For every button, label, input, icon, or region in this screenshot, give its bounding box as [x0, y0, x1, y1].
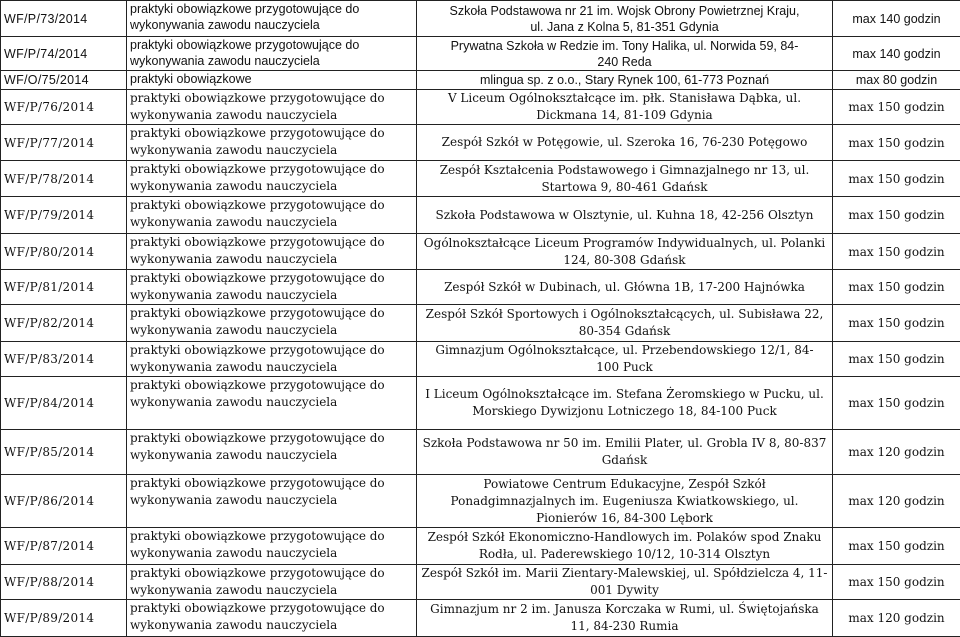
table-row — [1, 1, 960, 37]
type-line: wykonywania zawodu nauczyciela — [130, 394, 413, 411]
cell-number: WF/P/86/2014 — [1, 475, 127, 528]
cell-number: WF/P/73/2014 — [1, 1, 127, 37]
type-line: wykonywania zawodu nauczyciela — [130, 582, 413, 599]
institution-line: Rodła, ul. Paderewskiego 10/12, 10-314 Olsztyn — [420, 546, 829, 563]
cell-hours: max 150 godzin — [833, 342, 960, 377]
type-line: wykonywania zawodu nauczyciela — [130, 287, 413, 304]
institution-line: Gimnazjum nr 2 im. Janusza Korczaka w Rumi, ul. Świętojańska — [420, 601, 829, 618]
cell-institution — [417, 197, 833, 234]
type-line: wykonywania zawodu nauczyciela — [130, 359, 413, 376]
institution-line: 11, 84-230 Rumia — [420, 618, 829, 635]
cell-number: WF/O/75/2014 — [1, 71, 127, 90]
institution-line: Prywatna Szkoła w Redzie im. Tony Halika, ul. Norwida 59, 84- — [420, 38, 829, 54]
cell-institution — [417, 234, 833, 270]
cell-institution — [417, 528, 833, 565]
institution-line: 124, 80-308 Gdańsk — [420, 252, 829, 269]
cell-number: WF/P/82/2014 — [1, 305, 127, 342]
cell-hours: max 150 godzin — [833, 197, 960, 234]
institution-line: Zespół Szkół w Dubinach, ul. Główna 1B, 17-200 Hajnówka — [420, 279, 829, 296]
cell-hours: max 150 godzin — [833, 234, 960, 270]
cell-hours: max 150 godzin — [833, 161, 960, 197]
table-row — [1, 197, 960, 234]
cell-institution — [417, 71, 833, 90]
table-row — [1, 342, 960, 377]
type-line: wykonywania zawodu nauczyciela — [130, 545, 413, 562]
type-line: praktyki obowiązkowe przygotowujące do — [130, 234, 413, 251]
table-row — [1, 600, 960, 637]
cell-type — [127, 430, 417, 475]
table-body — [1, 1, 960, 637]
cell-hours: max 150 godzin — [833, 377, 960, 430]
cell-type — [127, 600, 417, 637]
type-line: praktyki obowiązkowe — [130, 71, 413, 87]
type-line: praktyki obowiązkowe przygotowujące do — [130, 90, 413, 107]
table-row — [1, 161, 960, 197]
cell-number: WF/P/80/2014 — [1, 234, 127, 270]
type-line: praktyki obowiązkowe przygotowujące do — [130, 430, 413, 447]
institution-line: Gdańsk — [420, 452, 829, 469]
cell-institution — [417, 342, 833, 377]
cell-institution — [417, 600, 833, 637]
institution-line: ul. Jana z Kolna 5, 81-351 Gdynia — [420, 19, 829, 35]
cell-number: WF/P/77/2014 — [1, 125, 127, 161]
cell-number: WF/P/79/2014 — [1, 197, 127, 234]
table-row — [1, 565, 960, 600]
cell-hours: max 150 godzin — [833, 528, 960, 565]
type-line: wykonywania zawodu nauczyciela — [130, 178, 413, 195]
type-line: wykonywania zawodu nauczyciela — [130, 214, 413, 231]
cell-type — [127, 71, 417, 90]
cell-hours: max 150 godzin — [833, 565, 960, 600]
type-line: wykonywania zawodu nauczyciela — [130, 107, 413, 124]
type-line: praktyki obowiązkowe przygotowujące do — [130, 305, 413, 322]
cell-institution — [417, 377, 833, 430]
cell-institution — [417, 270, 833, 305]
institution-line: Ponadgimnazjalnych im. Eugeniusza Kwiatkowskiego, ul. — [420, 493, 829, 510]
table-row — [1, 528, 960, 565]
type-line: wykonywania zawodu nauczyciela — [130, 142, 413, 159]
type-line: praktyki obowiązkowe przygotowujące do — [130, 37, 413, 53]
type-line: praktyki obowiązkowe przygotowujące do — [130, 270, 413, 287]
cell-hours: max 150 godzin — [833, 90, 960, 125]
cell-institution — [417, 430, 833, 475]
institution-line: Zespół Szkół w Potęgowie, ul. Szeroka 16, 76-230 Potęgowo — [420, 134, 829, 151]
cell-number: WF/P/83/2014 — [1, 342, 127, 377]
cell-type — [127, 1, 417, 37]
cell-hours: max 120 godzin — [833, 430, 960, 475]
cell-institution — [417, 90, 833, 125]
table-row — [1, 90, 960, 125]
cell-institution — [417, 37, 833, 71]
cell-type — [127, 377, 417, 430]
institution-line: mlingua sp. z o.o., Stary Rynek 100, 61-773 Poznań — [420, 72, 829, 88]
type-line: praktyki obowiązkowe przygotowujące do — [130, 197, 413, 214]
cell-number: WF/P/78/2014 — [1, 161, 127, 197]
institution-line: Zespół Szkół Sportowych i Ogólnokształcących, ul. Subisława 22, — [420, 306, 829, 323]
type-line: wykonywania zawodu nauczyciela — [130, 251, 413, 268]
cell-institution — [417, 1, 833, 37]
cell-hours: max 120 godzin — [833, 475, 960, 528]
cell-type — [127, 565, 417, 600]
cell-type — [127, 305, 417, 342]
institution-line: 240 Reda — [420, 54, 829, 70]
cell-number: WF/P/81/2014 — [1, 270, 127, 305]
table-row — [1, 377, 960, 430]
cell-type — [127, 125, 417, 161]
cell-type — [127, 475, 417, 528]
table-row — [1, 125, 960, 161]
cell-institution — [417, 161, 833, 197]
institution-line: 001 Dywity — [420, 582, 829, 599]
cell-number: WF/P/74/2014 — [1, 37, 127, 71]
institution-line: Zespół Kształcenia Podstawowego i Gimnazjalnego nr 13, ul. — [420, 162, 829, 179]
institution-line: V Liceum Ogólnokształcące im. płk. Stanisława Dąbka, ul. — [420, 90, 829, 107]
institution-line: Zespół Szkół Ekonomiczno-Handlowych im. Polaków spod Znaku — [420, 529, 829, 546]
institution-line: I Liceum Ogólnokształcące im. Stefana Żeromskiego w Pucku, ul. — [420, 386, 829, 403]
type-line: wykonywania zawodu nauczyciela — [130, 617, 413, 634]
type-line: wykonywania zawodu nauczyciela — [130, 322, 413, 339]
institution-line: Szkoła Podstawowa nr 50 im. Emilii Plater, ul. Grobla IV 8, 80-837 — [420, 435, 829, 452]
cell-type — [127, 161, 417, 197]
type-line: praktyki obowiązkowe przygotowujące do — [130, 475, 413, 492]
type-line: wykonywania zawodu nauczyciela — [130, 17, 413, 33]
cell-institution — [417, 125, 833, 161]
type-line: praktyki obowiązkowe przygotowujące do — [130, 1, 413, 17]
institution-line: Dickmana 14, 81-109 Gdynia — [420, 107, 829, 124]
cell-number: WF/P/76/2014 — [1, 90, 127, 125]
cell-hours: max 120 godzin — [833, 600, 960, 637]
institution-line: Morskiego Dywizjonu Lotniczego 18, 84-100 Puck — [420, 403, 829, 420]
institution-line: Ogólnokształcące Liceum Programów Indywidualnych, ul. Polanki — [420, 235, 829, 252]
cell-type — [127, 528, 417, 565]
cell-type — [127, 37, 417, 71]
institution-line: Startowa 9, 80-461 Gdańsk — [420, 179, 829, 196]
table-row — [1, 71, 960, 90]
cell-institution — [417, 475, 833, 528]
type-line: praktyki obowiązkowe przygotowujące do — [130, 342, 413, 359]
table-row — [1, 430, 960, 475]
type-line: wykonywania zawodu nauczyciela — [130, 53, 413, 69]
cell-institution — [417, 565, 833, 600]
type-line: praktyki obowiązkowe przygotowujące do — [130, 161, 413, 178]
institution-line: Powiatowe Centrum Edukacyjne, Zespół Szkół — [420, 476, 829, 493]
type-line: praktyki obowiązkowe przygotowujące do — [130, 377, 413, 394]
type-line: wykonywania zawodu nauczyciela — [130, 492, 413, 509]
cell-number: WF/P/87/2014 — [1, 528, 127, 565]
cell-hours: max 140 godzin — [833, 37, 960, 71]
cell-hours: max 80 godzin — [833, 71, 960, 90]
cell-type — [127, 197, 417, 234]
institution-line: 100 Puck — [420, 359, 829, 376]
cell-institution — [417, 305, 833, 342]
institution-line: Zespół Szkół im. Marii Zientary-Malewskiej, ul. Spółdzielcza 4, 11- — [420, 565, 829, 582]
cell-hours: max 150 godzin — [833, 125, 960, 161]
cell-type — [127, 234, 417, 270]
cell-number: WF/P/84/2014 — [1, 377, 127, 430]
institution-line: Szkoła Podstawowa w Olsztynie, ul. Kuhna 18, 42-256 Olsztyn — [420, 207, 829, 224]
type-line: praktyki obowiązkowe przygotowujące do — [130, 600, 413, 617]
table-row — [1, 305, 960, 342]
cell-number: WF/P/85/2014 — [1, 430, 127, 475]
type-line: praktyki obowiązkowe przygotowujące do — [130, 125, 413, 142]
cell-hours: max 150 godzin — [833, 270, 960, 305]
cell-type — [127, 90, 417, 125]
table-row — [1, 475, 960, 528]
table-row — [1, 234, 960, 270]
institution-line: Gimnazjum Ogólnokształcące, ul. Przebendowskiego 12/1, 84- — [420, 342, 829, 359]
cell-number: WF/P/88/2014 — [1, 565, 127, 600]
table-row — [1, 270, 960, 305]
type-line: praktyki obowiązkowe przygotowujące do — [130, 565, 413, 582]
table-row — [1, 37, 960, 71]
institution-line: Szkoła Podstawowa nr 21 im. Wojsk Obrony Powietrznej Kraju, — [420, 3, 829, 19]
cell-hours: max 150 godzin — [833, 305, 960, 342]
type-line: praktyki obowiązkowe przygotowujące do — [130, 528, 413, 545]
cell-type — [127, 270, 417, 305]
cell-number: WF/P/89/2014 — [1, 600, 127, 637]
cell-type — [127, 342, 417, 377]
cell-hours: max 140 godzin — [833, 1, 960, 37]
institution-line: Pionierów 16, 84-300 Lębork — [420, 510, 829, 527]
institution-line: 80-354 Gdańsk — [420, 323, 829, 340]
type-line: wykonywania zawodu nauczyciela — [130, 447, 413, 464]
